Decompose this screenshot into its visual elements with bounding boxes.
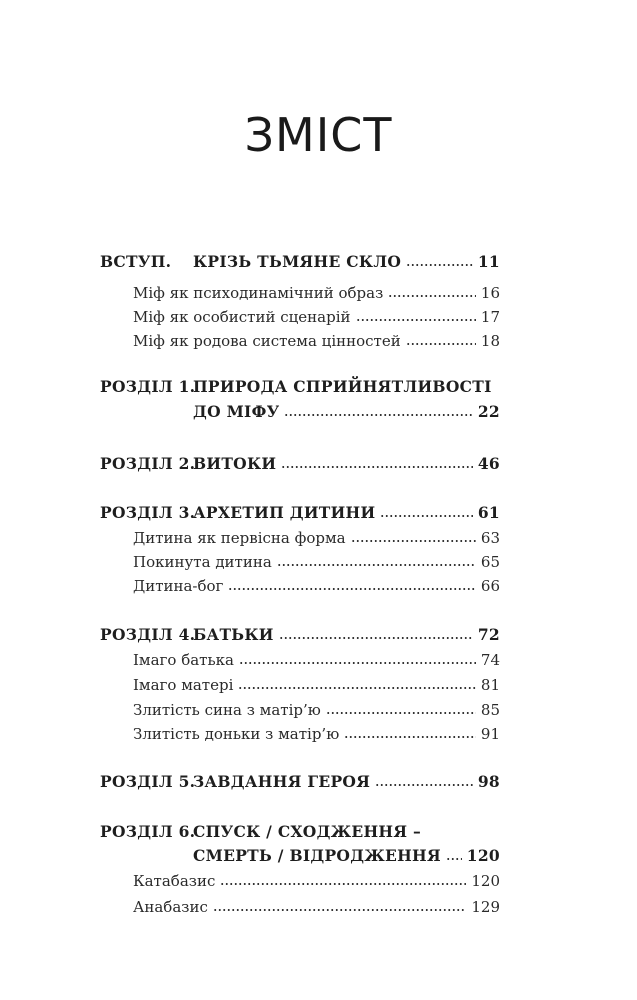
page-number: 120	[466, 846, 500, 865]
chapter-number: РОЗДІЛ 5.	[100, 772, 196, 791]
toc-section-entry[interactable]	[133, 329, 500, 353]
page-number: 18	[480, 332, 500, 350]
page-number: 46	[477, 454, 500, 473]
page-number: 16	[480, 284, 500, 302]
section-title: Міф як особистий сценарій	[133, 308, 351, 326]
chapter-number: РОЗДІЛ 2.	[100, 454, 196, 473]
page-number: 98	[477, 772, 500, 791]
section-title: Дитина-бог	[133, 577, 224, 595]
chapter-title: СПУСК / СХОДЖЕННЯ –	[193, 822, 422, 841]
toc-chapter-entry[interactable]	[100, 770, 500, 794]
section-title: Дитина як первісна форма	[133, 529, 346, 547]
dot-leader	[277, 563, 476, 567]
chapter-number: РОЗДІЛ 4.	[100, 625, 196, 644]
section-title: Катабазис	[133, 872, 216, 890]
dot-leader	[228, 587, 475, 591]
toc-section-entry[interactable]	[133, 305, 500, 329]
page-number: 74	[480, 651, 500, 669]
chapter-number: РОЗДІЛ 6.	[100, 822, 196, 841]
dot-leader	[279, 636, 473, 640]
toc-chapter-entry[interactable]	[100, 820, 421, 844]
chapter-title-continued: ДО МІФУ	[193, 402, 280, 421]
section-title: Анабазис	[133, 898, 208, 916]
toc-section-entry[interactable]	[133, 550, 500, 574]
dot-leader	[406, 263, 473, 267]
dot-leader	[344, 735, 476, 739]
page-number: 81	[480, 676, 500, 694]
page-number: 11	[477, 252, 500, 271]
page-number: 72	[477, 625, 500, 644]
page-number: 17	[480, 308, 500, 326]
toc-chapter-entry[interactable]	[100, 375, 492, 399]
section-title: Злитість сина з матір’ю	[133, 701, 321, 719]
section-title: Міф як психодинамічний образ	[133, 284, 384, 302]
chapter-number: РОЗДІЛ 3.	[100, 503, 196, 522]
toc-chapter-entry-continuation[interactable]	[193, 844, 500, 868]
page-number: 91	[480, 725, 500, 743]
page-number: 129	[471, 898, 500, 916]
section-title: Міф як родова система цінностей	[133, 332, 401, 350]
page-number: 120	[471, 872, 500, 890]
chapter-title: ЗАВДАННЯ ГЕРОЯ	[193, 772, 371, 791]
dot-leader	[213, 908, 467, 912]
chapter-number: РОЗДІЛ 1.	[100, 377, 196, 396]
toc-section-entry[interactable]	[133, 281, 500, 305]
toc-section-entry[interactable]	[133, 526, 500, 550]
chapter-title: ВИТОКИ	[193, 454, 277, 473]
chapter-title-continued: СМЕРТЬ / ВІДРОДЖЕННЯ	[193, 846, 441, 865]
dot-leader	[284, 413, 472, 417]
section-title: Імаго батька	[133, 651, 234, 669]
chapter-number: ВСТУП.	[100, 252, 172, 271]
toc-chapter-entry[interactable]	[100, 452, 500, 476]
dot-leader	[326, 711, 476, 715]
page-number: 66	[480, 577, 500, 595]
dot-leader	[281, 465, 473, 469]
dot-leader	[380, 514, 472, 518]
chapter-title: ПРИРОДА СПРИЙНЯТЛИВОСТІ	[193, 377, 492, 396]
toc-chapter-entry[interactable]	[100, 250, 500, 274]
toc-section-entry[interactable]	[133, 895, 500, 919]
dot-leader	[406, 342, 476, 346]
dot-leader	[356, 318, 476, 322]
toc-chapter-entry[interactable]	[100, 623, 500, 647]
toc-section-entry[interactable]	[133, 869, 500, 893]
dot-leader	[388, 294, 476, 298]
toc-section-entry[interactable]	[133, 673, 500, 697]
page-title: ЗМІСТ	[244, 108, 393, 162]
chapter-title: БАТЬКИ	[193, 625, 274, 644]
section-title: Імаго матері	[133, 676, 234, 694]
page-number: 65	[480, 553, 500, 571]
section-title: Покинута дитина	[133, 553, 272, 571]
page-number: 61	[477, 503, 500, 522]
toc-chapter-entry-continuation[interactable]	[193, 400, 500, 424]
page-number: 63	[480, 529, 500, 547]
dot-leader	[446, 857, 462, 861]
chapter-title: КРІЗЬ ТЬМЯНЕ СКЛО	[193, 252, 402, 271]
page-number: 85	[480, 701, 500, 719]
toc-section-entry[interactable]	[133, 574, 500, 598]
chapter-title: АРХЕТИП ДИТИНИ	[193, 503, 376, 522]
toc-section-entry[interactable]	[133, 722, 500, 746]
dot-leader	[239, 661, 476, 665]
dot-leader	[238, 686, 476, 690]
toc-chapter-entry[interactable]	[100, 501, 500, 525]
dot-leader	[220, 882, 466, 886]
toc-section-entry[interactable]	[133, 698, 500, 722]
toc-section-entry[interactable]	[133, 648, 500, 672]
page-number: 22	[477, 402, 500, 421]
dot-leader	[351, 539, 476, 543]
section-title: Злитість доньки з матір’ю	[133, 725, 340, 743]
dot-leader	[375, 783, 473, 787]
